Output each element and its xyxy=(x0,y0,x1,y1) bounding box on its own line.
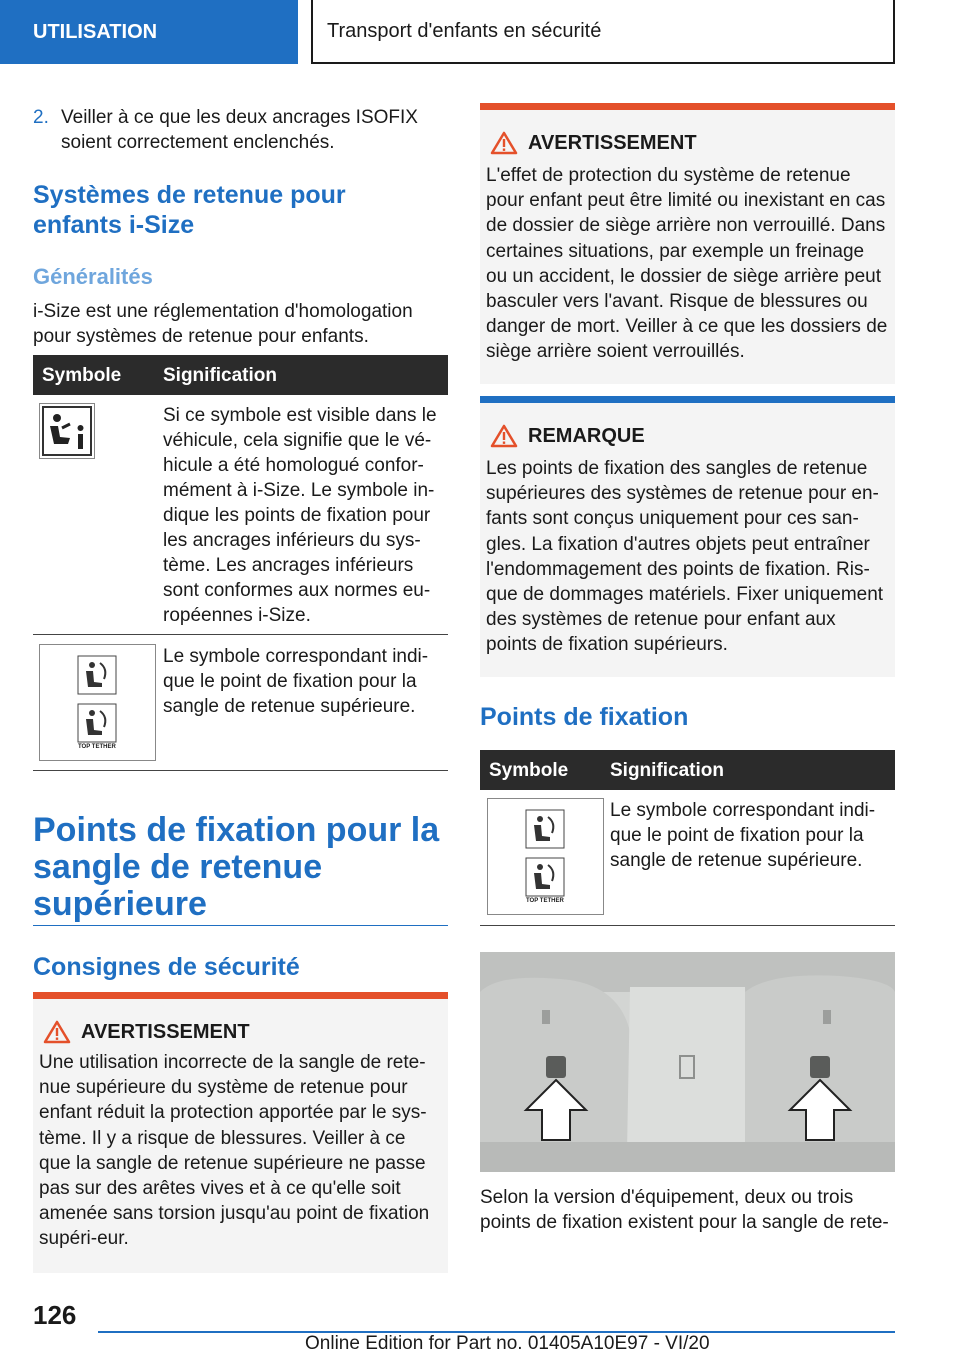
table-header xyxy=(33,355,448,395)
chapter-title-text: Transport d'enfants en sécurité xyxy=(327,19,602,42)
warning-icon xyxy=(43,1020,71,1044)
table-row-isize: Si ce symbole est visible dans le véhicule, cela signifie que le vé-hicule a été homologué confor-mément à i-Size. Le symbole in-dique les points de fixation pour les ancrages inférieurs du sys-tème. Les ancrages inférieurs sont conformes aux normes eu-ropéennes i-Size. xyxy=(163,405,437,626)
warning-icon xyxy=(490,424,518,448)
chapter-title xyxy=(311,0,895,64)
table-bottom-rule xyxy=(33,770,448,771)
col-symbol: Symbole xyxy=(489,760,569,781)
warning-box-left xyxy=(33,992,448,1273)
col-meaning: Signification xyxy=(163,365,277,386)
section-tab xyxy=(0,0,298,64)
heading-fixation-points: Points de fixation pour la sangle de retenue supérieure xyxy=(33,811,440,923)
warning-title: AVERTISSEMENT xyxy=(528,132,697,154)
heading-safety: Consignes de sécurité xyxy=(33,953,300,981)
step-text: Veiller à ce que les deux ancrages ISOFIX soient correctement enclenchés. xyxy=(61,107,418,153)
heading-points: Points de fixation xyxy=(480,703,689,731)
top-tether-symbol-icon xyxy=(39,644,156,761)
table-divider xyxy=(33,634,448,635)
table-bottom-rule xyxy=(480,925,895,926)
col-symbol: Symbole xyxy=(42,365,122,386)
warning-bar xyxy=(480,103,895,110)
isize-intro: i-Size est une réglementation d'homologation pour systèmes de retenue pour enfants. xyxy=(33,301,413,347)
warning-text: L'effet de protection du système de retenue pour enfant peut être limité ou inexistant en cas de dossier de siège arrière non verrouillé. Dans certaines situations, par exemple un freinage ou un accident, le dossier de siège arrière peut basculer vers l'avant. Risque de blessures ou danger de mort. Veiller à ce que les dossiers de siège arrière soient verrouillés. xyxy=(486,165,888,363)
heading-rule xyxy=(33,925,448,926)
anchor-points-photo xyxy=(480,952,895,1172)
top-tether-symbol-icon xyxy=(487,798,604,915)
step-item xyxy=(33,105,448,155)
warning-icon xyxy=(490,131,518,155)
warning-box-right xyxy=(480,103,895,384)
heading-generalites: Généralités xyxy=(33,264,153,289)
page-number: 126 xyxy=(33,1300,77,1330)
top-tether-label: TOP TETHER xyxy=(526,898,564,904)
warning-text: Une utilisation incorrecte de la sangle de rete-nue supérieure du système de retenue pour enfant réduit la protection apportée par le sys-tème. Il y a risque de blessures. Veiller à ce que la sangle de retenue supérieure ne passe pas sur des arêtes vives et à ce qu'elle soit amenée sans torsion jusqu'au point de fixation supéri-eur. xyxy=(39,1052,430,1250)
edition-text: Online Edition for Part no. 01405A10E97 - VI/20 xyxy=(305,1333,710,1354)
table-header xyxy=(480,750,895,790)
warning-bar xyxy=(33,992,448,999)
heading-isize: Systèmes de retenue pour enfants i-Size xyxy=(33,181,346,239)
table-row-top-tether: Le symbole correspondant indi-que le point de fixation pour la sangle de retenue supérieure. xyxy=(610,800,876,871)
note-title: REMARQUE xyxy=(528,425,645,447)
top-tether-label: TOP TETHER xyxy=(78,744,116,750)
section-label: UTILISATION xyxy=(33,20,158,43)
step-number: 2. xyxy=(33,107,49,128)
isize-symbol-icon xyxy=(39,403,95,459)
note-bar xyxy=(480,396,895,403)
note-box xyxy=(480,396,895,677)
col-meaning: Signification xyxy=(610,760,724,781)
photo-caption: Selon la version d'équipement, deux ou trois points de fixation existent pour la sangle de rete- xyxy=(480,1187,889,1233)
note-text: Les points de fixation des sangles de retenue supérieures des systèmes de retenue pour en-fants sont conçus uniquement pour ces san-gles. La fixation d'autres objets peut entraîner l'endommagement des points de fixation. Ris-que de dommages matériels. Fixer uniquement des systèmes de retenue pour enfant aux points de fixation supérieurs. xyxy=(486,458,884,656)
table-row-top-tether: Le symbole correspondant indi-que le point de fixation pour la sangle de retenue supérieure. xyxy=(163,646,429,717)
warning-title: AVERTISSEMENT xyxy=(81,1021,250,1043)
